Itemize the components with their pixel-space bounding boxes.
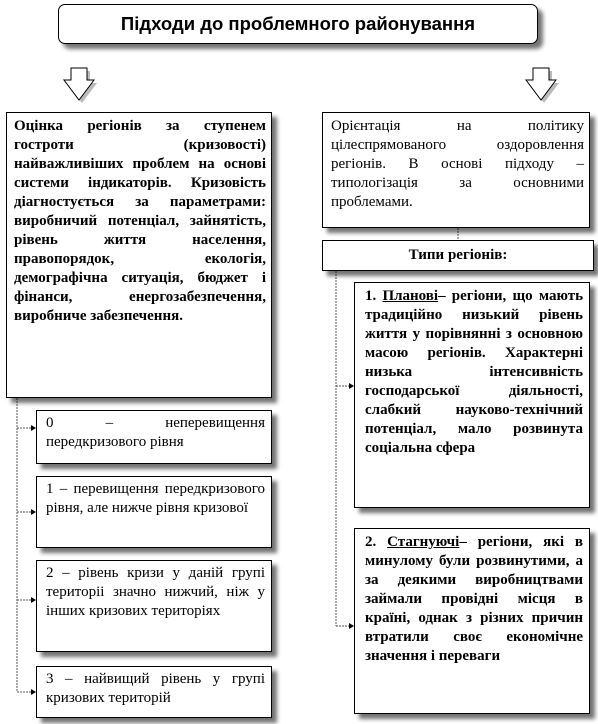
right-down-arrow-icon [526, 68, 559, 103]
region-type-2-number: 2. [365, 534, 388, 550]
region-type-2-text: – регіони, які в минулому були розвинутими, а за деякими виробництвами займали провідні місця в країні, однак з різних причин втратили своє економічне значення і переваги [365, 534, 584, 664]
region-types-box [322, 240, 594, 271]
level-2-box [36, 560, 272, 652]
level-3-box [36, 666, 272, 718]
level-0-box [36, 410, 272, 464]
level-2-text: 2 – рівень кризи у даній групі територіі значно нижчий, ніж у інших кризових територіях [46, 565, 265, 619]
right-approach-box [322, 112, 590, 228]
level-0-text: 0 – неперевищення передкризового рівня [46, 415, 265, 450]
left-approach-box [6, 112, 272, 398]
level-3-text: 3 – найвищий рівень у групі кризових територій [46, 671, 265, 706]
diagram-title-box [58, 4, 538, 44]
region-types-title: Типи регіонів: [408, 247, 508, 263]
level-1-text: 1 – перевищення передкризового рівня, але нижче рівня кризової [46, 481, 265, 516]
region-type-2-name: Стагнуючі [387, 534, 460, 550]
region-type-2-box [354, 528, 590, 714]
diagram-title: Підходи до проблемного районування [120, 13, 476, 34]
left-tree-lines [17, 398, 34, 692]
right-approach-text: Орієнтація на політику цілеспрямованого оздоровлення регіонів. В основі підходу – типологізація за основними проблемами. [331, 118, 584, 210]
left-approach-text: Оцінка регіонів за ступенем гостроти (кризовості) найважливіших проблем на основі системи індикаторів. Кризовість діагностується за параметрами: виробничий потенціал, зайнятість, рівень життя населення, правопорядок, екологія, демографічна ситуація, бюджет і фінанси, енергозабезпечення, виробниче забезпечення. [14, 118, 266, 324]
left-down-arrow-icon [64, 68, 97, 103]
region-type-1-name: Планові [382, 288, 439, 304]
level-1-box [36, 476, 272, 548]
region-type-1-number: 1. [365, 288, 383, 304]
region-type-1-box [354, 282, 590, 508]
region-type-1-text: – регіони, що мають традиційно низький рівень життя у порівнянні з основною масою регіонів. Характерні низька інтенсивність господарської діяльності, слабкий науково-технічний потенціал, мало розвинута соціальна сфера [365, 288, 584, 456]
